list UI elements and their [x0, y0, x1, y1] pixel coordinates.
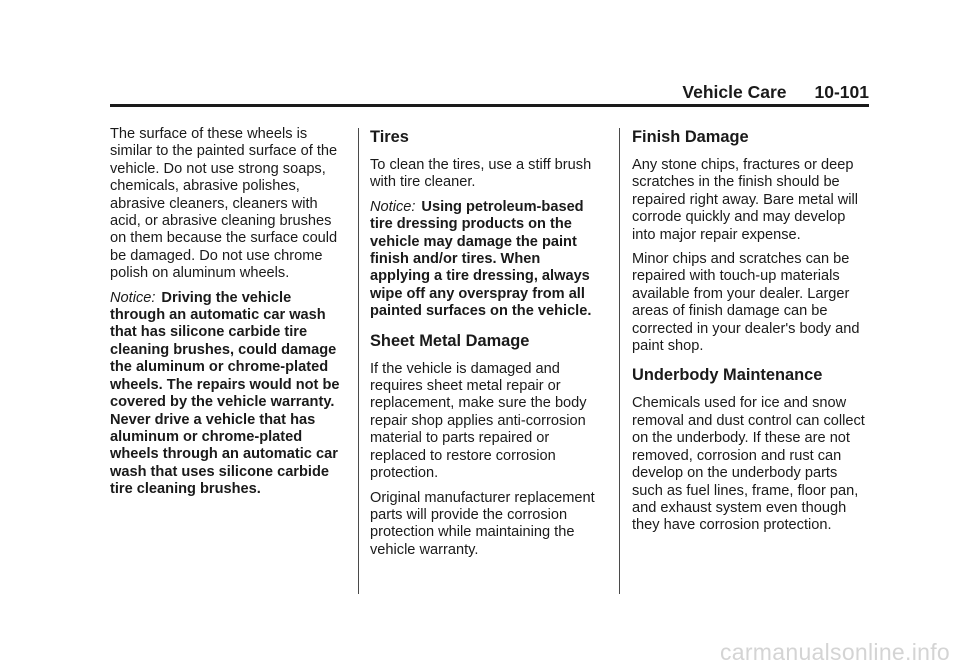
- wheel-surface-paragraph: The surface of these wheels is similar to the painted surface of the vehicle. Do not use strong soaps, chemicals, abrasive polishes, abrasive cleaners, cleaners with acid, or abrasive cleaning brushes on them because the surface could be damaged. Do not use chrome polish on aluminum wheels.: [110, 126, 338, 282]
- sheet-metal-paragraph-1: If the vehicle is damaged and requires sheet metal repair or replacement, make sure the body repair shop applies anti-corrosion material to parts repaired or replaced to restore corrosion protection.: [370, 360, 587, 482]
- underbody-heading: Underbody Maintenance: [632, 366, 823, 385]
- tires-heading: Tires: [370, 128, 409, 146]
- column-3: [632, 126, 865, 542]
- page-number: 10-101: [814, 82, 869, 102]
- notice-label: Notice:: [370, 198, 416, 215]
- sheet-metal-heading: Sheet Metal Damage: [370, 331, 530, 350]
- tires-paragraph: To clean the tires, use a stiff brush with tire cleaner.: [370, 157, 592, 191]
- section-title: Vehicle Care: [682, 82, 787, 102]
- page-header: [110, 82, 869, 104]
- column-2: [370, 126, 603, 566]
- header-rule: [110, 104, 869, 107]
- notice-label: Notice:: [110, 289, 156, 306]
- column-divider-1: [358, 128, 359, 594]
- header-title: [682, 82, 869, 103]
- column-divider-2: [619, 128, 620, 594]
- sheet-metal-paragraph-2: Original manufacturer replacement parts will provide the corrosion protection while maintaining the vehicle warranty.: [370, 489, 595, 558]
- wheel-notice: [110, 290, 343, 499]
- notice-text: Driving the vehicle through an automatic car wash that has silicone carbide tire cleaning brushes, could damage the aluminum or chrome-plated wheels. The repairs would not be covered by the vehicle warranty. Never drive a vehicle that has aluminum or chrome-plated wheels through an automatic car wash that uses silicone carbide tire cleaning brushes.: [110, 289, 340, 498]
- finish-damage-paragraph-1: Any stone chips, fractures or deep scratches in the finish should be repaired right away. Bare metal will corrode quickly and may develop into major repair expense.: [632, 157, 859, 243]
- underbody-paragraph: Chemicals used for ice and snow removal and dust control can collect on the underbody. If these are not removed, corrosion and rust can develop on the underbody parts such as fuel lines, frame, floor pan, and exhaust system even though they have corrosion protection.: [632, 395, 865, 534]
- watermark: carmanualsonline.info: [719, 639, 950, 665]
- tires-notice: [370, 199, 603, 321]
- column-1: [110, 126, 343, 506]
- notice-text: Using petroleum-based tire dressing products on the vehicle may damage the paint finish and/or tires. When applying a tire dressing, always wipe off any overspray from all painted surfaces on the vehicle.: [370, 198, 592, 320]
- finish-damage-paragraph-2: Minor chips and scratches can be repaired with touch-up materials available from your dealer. Larger areas of finish damage can be corrected in your dealer's body and paint shop.: [632, 251, 860, 355]
- finish-damage-heading: Finish Damage: [632, 128, 749, 146]
